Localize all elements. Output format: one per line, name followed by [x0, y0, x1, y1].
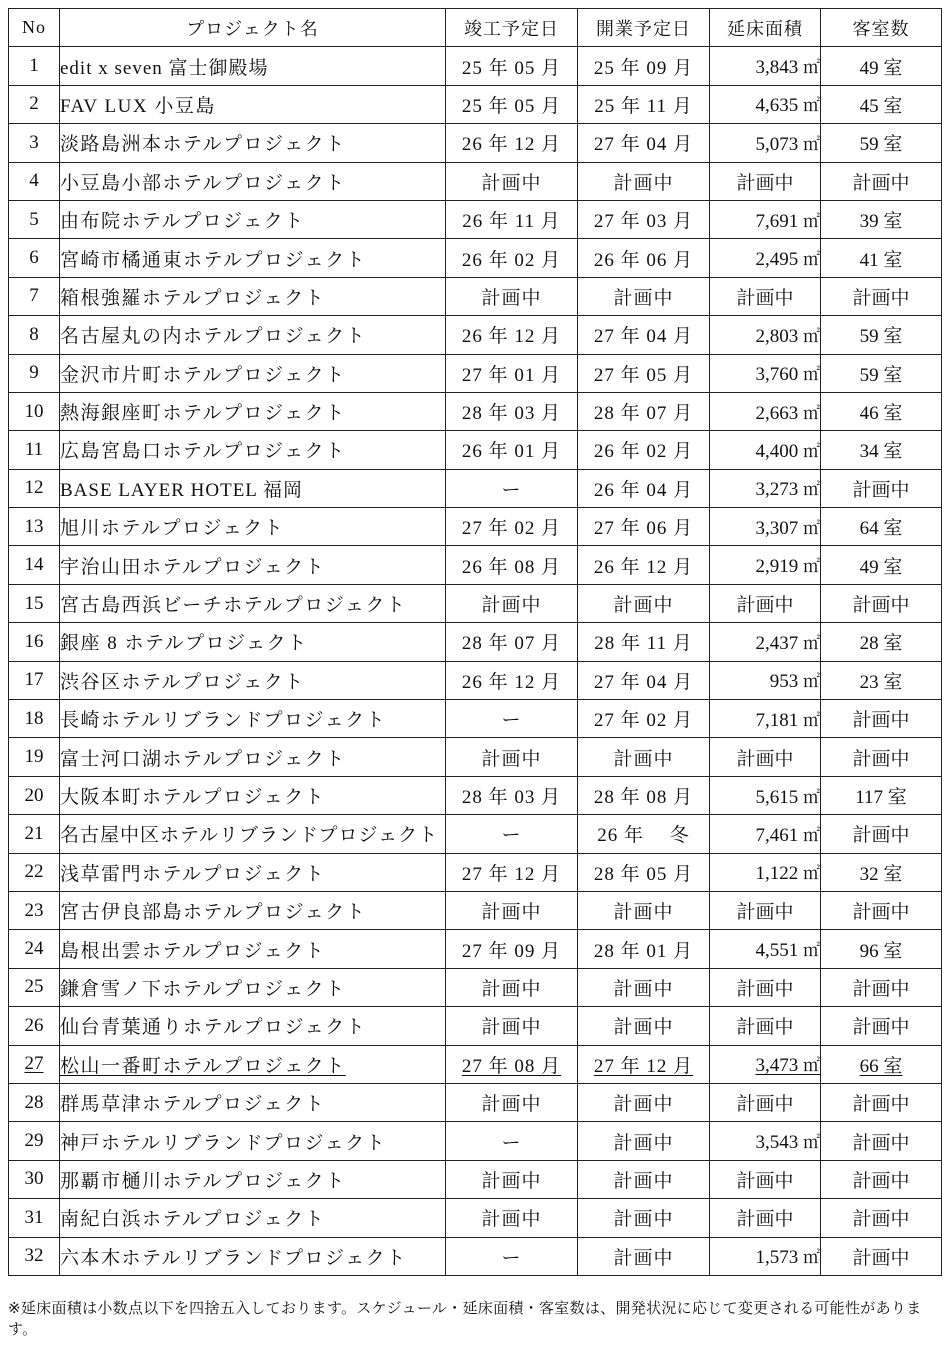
project-name: 南紀白浜ホテルプロジェクト	[60, 1199, 446, 1237]
opening-date: 計画中	[578, 738, 710, 776]
project-name: 由布院ホテルプロジェクト	[60, 200, 446, 238]
table-row	[9, 124, 942, 162]
project-name: 広島宮島口ホテルプロジェクト	[60, 431, 446, 469]
room-count: 計画中	[821, 1160, 942, 1198]
table-row	[9, 968, 942, 1006]
table-row	[9, 776, 942, 814]
row-number: 2	[9, 85, 60, 123]
table-row	[9, 469, 942, 507]
row-number: 6	[9, 239, 60, 277]
room-count: 23 室	[821, 661, 942, 699]
table-row	[9, 623, 942, 661]
floor-area: 2,495 ㎡	[710, 239, 821, 277]
opening-date: 27 年 03 月	[578, 200, 710, 238]
floor-area: 5,615 ㎡	[710, 776, 821, 814]
room-count: 計画中	[821, 469, 942, 507]
header-no: No	[9, 9, 60, 47]
floor-area: 3,843 ㎡	[710, 47, 821, 85]
row-number: 26	[9, 1007, 60, 1045]
completion-date: 28 年 03 月	[446, 392, 578, 430]
room-count: 計画中	[821, 1199, 942, 1237]
floor-area: 計画中	[710, 968, 821, 1006]
area-unit: ㎡	[803, 1133, 820, 1153]
completion-date: 計画中	[446, 968, 578, 1006]
completion-date: ー	[446, 1237, 578, 1275]
project-name: 浅草雷門ホテルプロジェクト	[60, 853, 446, 891]
row-number: 19	[9, 738, 60, 776]
opening-date: 27 年 05 月	[578, 354, 710, 392]
table-row	[9, 1045, 942, 1083]
row-number: 8	[9, 316, 60, 354]
row-number: 32	[9, 1237, 60, 1275]
completion-date: 計画中	[446, 584, 578, 622]
completion-date: 計画中	[446, 1160, 578, 1198]
opening-date: 27 年 04 月	[578, 661, 710, 699]
completion-date: ー	[446, 815, 578, 853]
room-count: 39 室	[821, 200, 942, 238]
table-row	[9, 700, 942, 738]
row-number: 5	[9, 200, 60, 238]
row-number: 31	[9, 1199, 60, 1237]
area-unit: ㎡	[803, 96, 820, 116]
row-number: 3	[9, 124, 60, 162]
project-name: 渋谷区ホテルプロジェクト	[60, 661, 446, 699]
area-unit: ㎡	[803, 1056, 820, 1076]
opening-date: 27 年 02 月	[578, 700, 710, 738]
project-name: 淡路島洲本ホテルプロジェクト	[60, 124, 446, 162]
room-count: 64 室	[821, 508, 942, 546]
table-row	[9, 1083, 942, 1121]
area-unit: ㎡	[803, 134, 820, 154]
project-name: 神戸ホテルリブランドプロジェクト	[60, 1122, 446, 1160]
project-name: 宮古島西浜ビーチホテルプロジェクト	[60, 584, 446, 622]
table-row	[9, 200, 942, 238]
floor-area: 953 ㎡	[710, 661, 821, 699]
header-floor-area: 延床面積	[710, 9, 821, 47]
area-unit: ㎡	[803, 326, 820, 346]
row-number: 23	[9, 891, 60, 929]
opening-date: 26 年 12 月	[578, 546, 710, 584]
opening-date: 計画中	[578, 891, 710, 929]
floor-area: 4,635 ㎡	[710, 85, 821, 123]
opening-date: 28 年 01 月	[578, 930, 710, 968]
row-number: 22	[9, 853, 60, 891]
row-number: 20	[9, 776, 60, 814]
room-count: 計画中	[821, 1007, 942, 1045]
completion-date: 28 年 03 月	[446, 776, 578, 814]
floor-area: 3,543 ㎡	[710, 1122, 821, 1160]
floor-area: 2,919 ㎡	[710, 546, 821, 584]
project-name: 宮古伊良部島ホテルプロジェクト	[60, 891, 446, 929]
area-unit: ㎡	[803, 58, 820, 78]
table-row	[9, 1160, 942, 1198]
project-name: 島根出雲ホテルプロジェクト	[60, 930, 446, 968]
opening-date: 26 年 06 月	[578, 239, 710, 277]
floor-area: 計画中	[710, 1160, 821, 1198]
projects-table	[8, 8, 942, 1276]
completion-date: 25 年 05 月	[446, 47, 578, 85]
room-count: 96 室	[821, 930, 942, 968]
row-number: 7	[9, 277, 60, 315]
floor-area: 7,691 ㎡	[710, 200, 821, 238]
floor-area: 2,663 ㎡	[710, 392, 821, 430]
room-count: 計画中	[821, 1122, 942, 1160]
floor-area: 2,803 ㎡	[710, 316, 821, 354]
table-row	[9, 853, 942, 891]
completion-date: ー	[446, 469, 578, 507]
opening-date: 28 年 08 月	[578, 776, 710, 814]
area-unit: ㎡	[803, 441, 820, 461]
project-name: 熱海銀座町ホテルプロジェクト	[60, 392, 446, 430]
completion-date: 27 年 08 月	[446, 1045, 578, 1083]
completion-date: 26 年 12 月	[446, 124, 578, 162]
project-name: 名古屋丸の内ホテルプロジェクト	[60, 316, 446, 354]
project-name: 名古屋中区ホテルリブランドプロジェクト	[60, 815, 446, 853]
floor-area: 3,307 ㎡	[710, 508, 821, 546]
row-number: 29	[9, 1122, 60, 1160]
completion-date: 計画中	[446, 1007, 578, 1045]
table-row	[9, 738, 942, 776]
opening-date: 26 年 冬	[578, 815, 710, 853]
room-count: 49 室	[821, 546, 942, 584]
floor-area: 5,073 ㎡	[710, 124, 821, 162]
header-row	[9, 9, 942, 47]
opening-date: 計画中	[578, 1160, 710, 1198]
area-unit: ㎡	[803, 518, 820, 538]
table-row	[9, 162, 942, 200]
project-name: 六本木ホテルリブランドプロジェクト	[60, 1237, 446, 1275]
project-name: 金沢市片町ホテルプロジェクト	[60, 354, 446, 392]
opening-date: 計画中	[578, 277, 710, 315]
row-number: 30	[9, 1160, 60, 1198]
floor-area: 計画中	[710, 738, 821, 776]
row-number: 18	[9, 700, 60, 738]
completion-date: 27 年 02 月	[446, 508, 578, 546]
floor-area: 3,760 ㎡	[710, 354, 821, 392]
floor-area: 3,273 ㎡	[710, 469, 821, 507]
opening-date: 28 年 07 月	[578, 392, 710, 430]
room-count: 32 室	[821, 853, 942, 891]
opening-date: 計画中	[578, 584, 710, 622]
area-unit: ㎡	[803, 825, 820, 845]
opening-date: 27 年 04 月	[578, 124, 710, 162]
opening-date: 27 年 12 月	[578, 1045, 710, 1083]
row-number: 24	[9, 930, 60, 968]
area-unit: ㎡	[803, 365, 820, 385]
table-row	[9, 85, 942, 123]
row-number: 27	[9, 1045, 60, 1083]
room-count: 28 室	[821, 623, 942, 661]
room-count: 59 室	[821, 316, 942, 354]
floor-area: 4,400 ㎡	[710, 431, 821, 469]
area-unit: ㎡	[803, 787, 820, 807]
opening-date: 26 年 04 月	[578, 469, 710, 507]
project-name: 群馬草津ホテルプロジェクト	[60, 1083, 446, 1121]
row-number: 17	[9, 661, 60, 699]
floor-area: 1,573 ㎡	[710, 1237, 821, 1275]
project-name: 那覇市樋川ホテルプロジェクト	[60, 1160, 446, 1198]
row-number: 28	[9, 1083, 60, 1121]
project-name: 大阪本町ホテルプロジェクト	[60, 776, 446, 814]
completion-date: ー	[446, 1122, 578, 1160]
row-number: 4	[9, 162, 60, 200]
floor-area: 2,437 ㎡	[710, 623, 821, 661]
completion-date: 26 年 12 月	[446, 316, 578, 354]
table-row	[9, 392, 942, 430]
project-name: 小豆島小部ホテルプロジェクト	[60, 162, 446, 200]
table-row	[9, 1237, 942, 1275]
floor-area: 計画中	[710, 584, 821, 622]
floor-area: 計画中	[710, 1083, 821, 1121]
room-count: 計画中	[821, 700, 942, 738]
header-completion-date: 竣工予定日	[446, 9, 578, 47]
table-row	[9, 546, 942, 584]
completion-date: 26 年 12 月	[446, 661, 578, 699]
row-number: 11	[9, 431, 60, 469]
area-unit: ㎡	[803, 250, 820, 270]
completion-date: ー	[446, 700, 578, 738]
completion-date: 27 年 12 月	[446, 853, 578, 891]
project-name: 宮崎市橘通東ホテルプロジェクト	[60, 239, 446, 277]
room-count: 59 室	[821, 124, 942, 162]
floor-area: 計画中	[710, 162, 821, 200]
opening-date: 計画中	[578, 1237, 710, 1275]
room-count: 41 室	[821, 239, 942, 277]
room-count: 計画中	[821, 1237, 942, 1275]
table-row	[9, 584, 942, 622]
project-name: 宇治山田ホテルプロジェクト	[60, 546, 446, 584]
floor-area: 3,473 ㎡	[710, 1045, 821, 1083]
opening-date: 計画中	[578, 1199, 710, 1237]
floor-area: 1,122 ㎡	[710, 853, 821, 891]
table-row	[9, 1007, 942, 1045]
area-unit: ㎡	[803, 1248, 820, 1268]
room-count: 計画中	[821, 815, 942, 853]
completion-date: 26 年 02 月	[446, 239, 578, 277]
completion-date: 計画中	[446, 162, 578, 200]
row-number: 9	[9, 354, 60, 392]
table-row	[9, 354, 942, 392]
table-row	[9, 277, 942, 315]
table-row	[9, 431, 942, 469]
completion-date: 計画中	[446, 738, 578, 776]
room-count: 59 室	[821, 354, 942, 392]
area-unit: ㎡	[803, 403, 820, 423]
table-row	[9, 891, 942, 929]
row-number: 10	[9, 392, 60, 430]
opening-date: 27 年 04 月	[578, 316, 710, 354]
room-count: 計画中	[821, 1083, 942, 1121]
project-name: 鎌倉雪ノ下ホテルプロジェクト	[60, 968, 446, 1006]
project-name: 箱根強羅ホテルプロジェクト	[60, 277, 446, 315]
footnote: ※延床面積は小数点以下を四捨五入しております。スケジュール・延床面積・客室数は、開発状況に応じて変更される可能性があります。	[8, 1299, 922, 1338]
header-room-count: 客室数	[821, 9, 942, 47]
project-name: BASE LAYER HOTEL 福岡	[60, 469, 446, 507]
floor-area: 計画中	[710, 891, 821, 929]
area-unit: ㎡	[803, 211, 820, 231]
floor-area: 計画中	[710, 277, 821, 315]
row-number: 14	[9, 546, 60, 584]
completion-date: 計画中	[446, 277, 578, 315]
floor-area: 7,461 ㎡	[710, 815, 821, 853]
header-project-name: プロジェクト名	[60, 9, 446, 47]
opening-date: 25 年 11 月	[578, 85, 710, 123]
opening-date: 計画中	[578, 162, 710, 200]
opening-date: 計画中	[578, 968, 710, 1006]
opening-date: 計画中	[578, 1122, 710, 1160]
area-unit: ㎡	[803, 633, 820, 653]
project-name: 旭川ホテルプロジェクト	[60, 508, 446, 546]
project-name: 長崎ホテルリブランドプロジェクト	[60, 700, 446, 738]
row-number: 16	[9, 623, 60, 661]
room-count: 計画中	[821, 277, 942, 315]
completion-date: 25 年 05 月	[446, 85, 578, 123]
area-unit: ㎡	[803, 480, 820, 500]
project-name: 富士河口湖ホテルプロジェクト	[60, 738, 446, 776]
table-row	[9, 930, 942, 968]
opening-date: 27 年 06 月	[578, 508, 710, 546]
table-row	[9, 1199, 942, 1237]
completion-date: 27 年 09 月	[446, 930, 578, 968]
table-row	[9, 47, 942, 85]
project-name: edit x seven 富士御殿場	[60, 47, 446, 85]
completion-date: 計画中	[446, 1083, 578, 1121]
row-number: 21	[9, 815, 60, 853]
project-name: 銀座 8 ホテルプロジェクト	[60, 623, 446, 661]
row-number: 13	[9, 508, 60, 546]
completion-date: 27 年 01 月	[446, 354, 578, 392]
room-count: 計画中	[821, 968, 942, 1006]
table-row	[9, 239, 942, 277]
completion-date: 26 年 11 月	[446, 200, 578, 238]
area-unit: ㎡	[803, 557, 820, 577]
opening-date: 計画中	[578, 1083, 710, 1121]
completion-date: 計画中	[446, 891, 578, 929]
area-unit: ㎡	[803, 672, 820, 692]
floor-area: 4,551 ㎡	[710, 930, 821, 968]
room-count: 117 室	[821, 776, 942, 814]
table-row	[9, 508, 942, 546]
row-number: 12	[9, 469, 60, 507]
project-name: FAV LUX 小豆島	[60, 85, 446, 123]
room-count: 34 室	[821, 431, 942, 469]
room-count: 計画中	[821, 891, 942, 929]
room-count: 66 室	[821, 1045, 942, 1083]
row-number: 15	[9, 584, 60, 622]
floor-area: 計画中	[710, 1007, 821, 1045]
room-count: 計画中	[821, 162, 942, 200]
completion-date: 計画中	[446, 1199, 578, 1237]
room-count: 計画中	[821, 738, 942, 776]
opening-date: 計画中	[578, 1007, 710, 1045]
header-opening-date: 開業予定日	[578, 9, 710, 47]
opening-date: 26 年 02 月	[578, 431, 710, 469]
area-unit: ㎡	[803, 864, 820, 884]
project-name: 仙台青葉通りホテルプロジェクト	[60, 1007, 446, 1045]
table-row	[9, 316, 942, 354]
row-number: 1	[9, 47, 60, 85]
project-name: 松山一番町ホテルプロジェクト	[60, 1045, 446, 1083]
row-number: 25	[9, 968, 60, 1006]
floor-area: 計画中	[710, 1199, 821, 1237]
room-count: 計画中	[821, 584, 942, 622]
room-count: 46 室	[821, 392, 942, 430]
room-count: 49 室	[821, 47, 942, 85]
floor-area: 7,181 ㎡	[710, 700, 821, 738]
opening-date: 28 年 11 月	[578, 623, 710, 661]
area-unit: ㎡	[803, 710, 820, 730]
area-unit: ㎡	[803, 941, 820, 961]
opening-date: 28 年 05 月	[578, 853, 710, 891]
table-row	[9, 815, 942, 853]
opening-date: 25 年 09 月	[578, 47, 710, 85]
table-row	[9, 661, 942, 699]
completion-date: 26 年 08 月	[446, 546, 578, 584]
room-count: 45 室	[821, 85, 942, 123]
completion-date: 26 年 01 月	[446, 431, 578, 469]
completion-date: 28 年 07 月	[446, 623, 578, 661]
table-row	[9, 1122, 942, 1160]
